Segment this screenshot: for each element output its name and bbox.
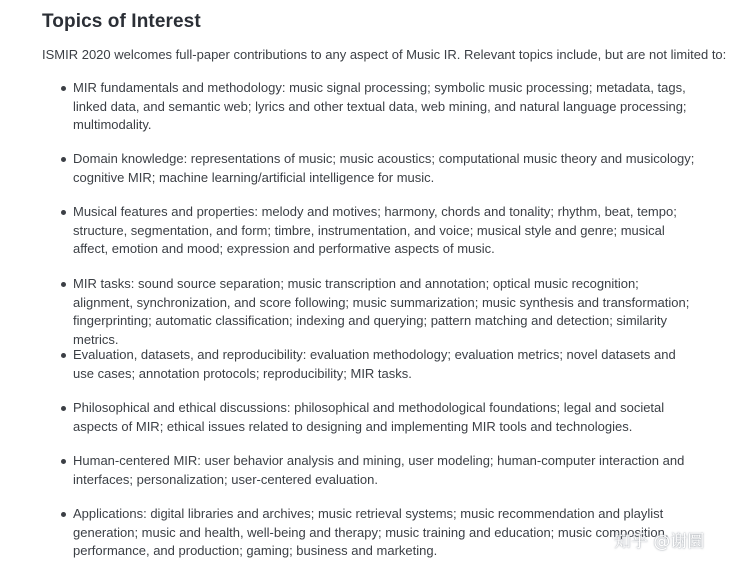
list-item: [73, 399, 695, 436]
topic-text: Evaluation, datasets, and reproducibility: evaluation methodology; evaluation metrics; novel datasets and use cases; annotation protocols; reproducibility; MIR tasks.: [73, 347, 676, 381]
bullet-icon: [61, 353, 66, 358]
topic-text: Human-centered MIR: user behavior analysis and mining, user modeling; human-computer interaction and interfaces; personalization; user-centered evaluation.: [73, 453, 685, 487]
list-item: [73, 275, 695, 349]
list-item: [73, 150, 695, 187]
intro-paragraph: ISMIR 2020 welcomes full-paper contributions to any aspect of Music IR. Relevant topics include, but are not limited to:: [42, 47, 727, 62]
page-title: Topics of Interest: [42, 11, 201, 32]
list-item: [73, 79, 695, 135]
topic-text: MIR tasks: sound source separation; music transcription and annotation; optical music recognition; alignment, synchronization, and score following; music summarization; music synthesis and transformation; fingerprinting; automatic classification; indexing and querying; pattern matching and detection; similarity metrics.: [73, 276, 690, 347]
bullet-icon: [61, 459, 66, 464]
topic-text: Applications: digital libraries and archives; music retrieval systems; music recommendation and playlist generation; music and health, well-being and therapy; music training and education; music composition, performance, and production; gaming; business and marketing.: [73, 506, 669, 558]
bullet-icon: [61, 282, 66, 287]
topic-text: Philosophical and ethical discussions: philosophical and methodological foundations; legal and societal aspects of MIR; ethical issues related to designing and implementing MIR tools and technologies.: [73, 400, 665, 434]
list-item: [73, 203, 695, 259]
topic-text: Domain knowledge: representations of music; music acoustics; computational music theory and musicology; cognitive MIR; machine learning/artificial intelligence for music.: [73, 151, 695, 185]
zhihu-watermark: 知乎 @谢圜: [614, 532, 705, 552]
list-item: [73, 452, 695, 489]
bullet-icon: [61, 406, 66, 411]
bullet-icon: [61, 512, 66, 517]
bullet-icon: [61, 86, 66, 91]
bullet-icon: [61, 157, 66, 162]
bullet-icon: [61, 210, 66, 215]
list-item: [73, 505, 695, 561]
topic-text: Musical features and properties: melody and motives; harmony, chords and tonality; rhythm, beat, tempo; structure, segmentation, and form; timbre, instrumentation, and voice; musical style and genre; musical affect, emotion and mood; expression and performative aspects of music.: [73, 204, 677, 256]
topic-text: MIR fundamentals and methodology: music signal processing; symbolic music processing; metadata, tags, linked data, and semantic web; lyrics and other textual data, web mining, and natural language processing; multimodality.: [73, 80, 687, 132]
list-item: [73, 346, 695, 383]
